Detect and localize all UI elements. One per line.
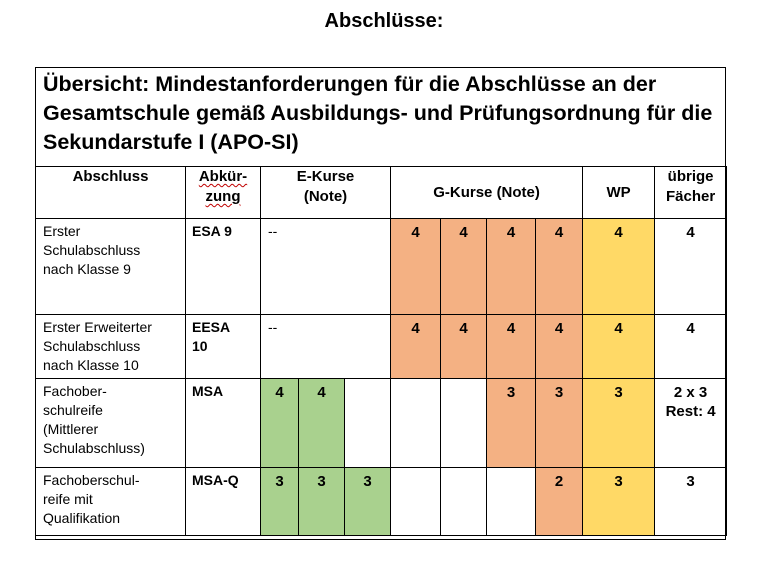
table-row [36, 468, 727, 536]
g-kurs-cell [441, 379, 487, 468]
e-kurse-cell: -- [261, 219, 391, 315]
uebrige-cell: 3 [655, 468, 727, 536]
g-kurs-cell: 4 [391, 315, 441, 379]
e-kurs-cell: 3 [299, 468, 345, 536]
header-wp: WP [583, 167, 655, 219]
page-heading: Abschlüsse: [324, 10, 444, 32]
g-kurs-cell [391, 379, 441, 468]
g-kurs-cell: 4 [487, 315, 536, 379]
g-kurs-cell: 4 [487, 219, 536, 315]
wp-cell: 3 [583, 379, 655, 468]
abk-cell: ESA 9 [186, 219, 261, 315]
header-e-kurse: E-Kurse (Note) [261, 167, 391, 219]
e-kurs-cell: 3 [261, 468, 299, 536]
header-abkuerzung: Abkür- zung [186, 167, 261, 219]
abk-cell: EESA 10 [186, 315, 261, 379]
g-kurs-cell: 4 [536, 315, 583, 379]
abschluss-cell: Erster Erweiterter Schulabschluss nach Klasse 10 [36, 315, 186, 379]
g-kurs-cell: 4 [391, 219, 441, 315]
g-kurs-cell: 2 [536, 468, 583, 536]
wp-cell: 4 [583, 315, 655, 379]
header-abschluss: Abschluss [36, 167, 186, 219]
table-title: Übersicht: Mindestanforderungen für die Abschlüsse an der Gesamtschule gemäß Ausbildungs- und Prüfungsordnung für die Sekundarstufe I (APO-SI) [43, 72, 713, 154]
e-kurs-cell: 4 [261, 379, 299, 468]
g-kurs-cell: 3 [487, 379, 536, 468]
table-row [36, 379, 727, 468]
e-kurs-cell [345, 379, 391, 468]
e-kurs-cell: 3 [345, 468, 391, 536]
g-kurs-cell: 4 [441, 315, 487, 379]
uebrige-cell: 4 [655, 315, 727, 379]
g-kurs-cell [441, 468, 487, 536]
abschluss-cell: Fachober- schulreife (Mittlerer Schulabschluss) [36, 379, 186, 468]
wp-cell: 4 [583, 219, 655, 315]
header-row [36, 167, 727, 219]
requirements-table [35, 166, 727, 536]
uebrige-cell: 4 [655, 219, 727, 315]
wp-cell: 3 [583, 468, 655, 536]
g-kurs-cell: 3 [536, 379, 583, 468]
header-g-kurse: G-Kurse (Note) [391, 167, 583, 219]
g-kurs-cell: 4 [441, 219, 487, 315]
abschluss-cell: Fachoberschul- reife mit Qualifikation [36, 468, 186, 536]
e-kurse-cell: -- [261, 315, 391, 379]
abk-cell: MSA-Q [186, 468, 261, 536]
abk-cell: MSA [186, 379, 261, 468]
g-kurs-cell: 4 [536, 219, 583, 315]
g-kurs-cell [487, 468, 536, 536]
table-row [36, 315, 727, 379]
table-row [36, 219, 727, 315]
g-kurs-cell [391, 468, 441, 536]
header-uebrige-faecher: übrige Fächer [655, 167, 727, 219]
uebrige-cell: 2 x 3 Rest: 4 [655, 379, 727, 468]
e-kurs-cell: 4 [299, 379, 345, 468]
abschluss-cell: Erster Schulabschluss nach Klasse 9 [36, 219, 186, 315]
